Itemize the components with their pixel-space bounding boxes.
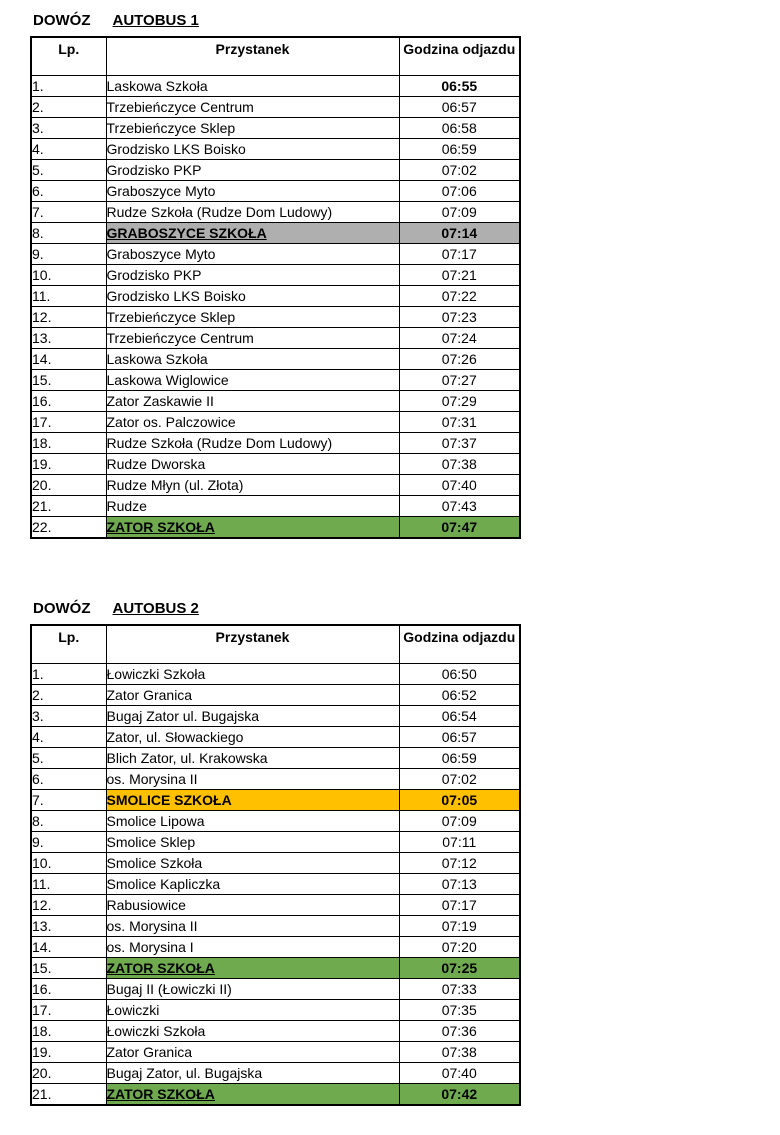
stop-cell: Łowiczki [106,999,399,1020]
table-row [31,873,520,894]
stop-cell: os. Morysina II [106,768,399,789]
time-cell: 07:37 [399,432,520,453]
time-cell: 07:06 [399,180,520,201]
table-row [31,411,520,432]
table-row [31,852,520,873]
time-cell: 07:21 [399,264,520,285]
lp-cell: 1. [31,75,106,96]
stop-cell: Rudze Dworska [106,453,399,474]
table-row [31,978,520,999]
time-cell: 07:14 [399,222,520,243]
time-cell: 07:38 [399,453,520,474]
time-cell: 07:12 [399,852,520,873]
time-cell: 07:42 [399,1083,520,1105]
lp-cell: 4. [31,138,106,159]
stop-cell: Grodzisko PKP [106,264,399,285]
stop-cell: Zator Granica [106,1041,399,1062]
lp-cell: 17. [31,411,106,432]
time-cell: 07:40 [399,1062,520,1083]
table-row [31,747,520,768]
time-cell: 07:27 [399,369,520,390]
dowoz-label: DOWÓZ [33,600,91,617]
table-row [31,831,520,852]
time-cell: 06:55 [399,75,520,96]
lp-cell: 9. [31,243,106,264]
lp-cell: 8. [31,810,106,831]
stop-cell: Graboszyce Myto [106,180,399,201]
lp-cell: 1. [31,663,106,684]
stop-cell: Smolice Sklep [106,831,399,852]
table-row [31,75,520,96]
lp-cell: 13. [31,915,106,936]
stop-cell: Rudze Młyn (ul. Złota) [106,474,399,495]
stop-cell: Graboszyce Myto [106,243,399,264]
table-row [31,243,520,264]
stop-cell: Zator Granica [106,684,399,705]
header-row [31,625,520,663]
stop-cell: os. Morysina I [106,936,399,957]
table-row [31,915,520,936]
table-row [31,390,520,411]
bus-name: AUTOBUS 2 [112,600,199,617]
stop-cell: ZATOR SZKOŁA [106,516,399,538]
stop-cell: Grodzisko LKS Boisko [106,285,399,306]
table-row [31,705,520,726]
table-row [31,726,520,747]
table-row [31,810,520,831]
time-cell: 06:57 [399,96,520,117]
table-row [31,138,520,159]
lp-cell: 18. [31,432,106,453]
stop-cell: Blich Zator, ul. Krakowska [106,747,399,768]
time-cell: 07:40 [399,474,520,495]
lp-cell: 21. [31,495,106,516]
lp-cell: 9. [31,831,106,852]
col-header-przystanek: Przystanek [106,625,399,663]
stop-cell: Grodzisko LKS Boisko [106,138,399,159]
lp-cell: 8. [31,222,106,243]
bus-name: AUTOBUS 1 [112,12,199,29]
stop-cell: Rabusiowice [106,894,399,915]
table-row [31,684,520,705]
table-title [33,12,521,29]
time-cell: 07:05 [399,789,520,810]
lp-cell: 16. [31,978,106,999]
autobus-1-section [30,12,521,539]
lp-cell: 18. [31,1020,106,1041]
lp-cell: 6. [31,180,106,201]
time-cell: 07:02 [399,768,520,789]
col-header-godzina: Godzina odjazdu [399,625,520,663]
time-cell: 07:17 [399,894,520,915]
header-row [31,37,520,75]
table-row [31,327,520,348]
time-cell: 07:43 [399,495,520,516]
time-cell: 07:02 [399,159,520,180]
time-cell: 06:58 [399,117,520,138]
lp-cell: 20. [31,1062,106,1083]
lp-cell: 13. [31,327,106,348]
stop-cell: ZATOR SZKOŁA [106,957,399,978]
stop-cell: Zator Zaskawie II [106,390,399,411]
stop-cell: ZATOR SZKOŁA [106,1083,399,1105]
time-cell: 07:19 [399,915,520,936]
time-cell: 07:23 [399,306,520,327]
lp-cell: 15. [31,957,106,978]
time-cell: 07:09 [399,810,520,831]
lp-cell: 6. [31,768,106,789]
table-row [31,999,520,1020]
table-row [31,369,520,390]
stop-cell: SMOLICE SZKOŁA [106,789,399,810]
table-row [31,348,520,369]
stop-cell: Trzebieńczyce Centrum [106,96,399,117]
col-header-godzina: Godzina odjazdu [399,37,520,75]
stop-cell: Laskowa Szkoła [106,348,399,369]
lp-cell: 11. [31,285,106,306]
stop-cell: Zator, ul. Słowackiego [106,726,399,747]
lp-cell: 7. [31,201,106,222]
time-cell: 07:13 [399,873,520,894]
time-cell: 07:25 [399,957,520,978]
table-row [31,894,520,915]
lp-cell: 20. [31,474,106,495]
time-cell: 06:52 [399,684,520,705]
dowoz-label: DOWÓZ [33,12,91,29]
table-row [31,285,520,306]
table-row [31,222,520,243]
table-row [31,117,520,138]
lp-cell: 12. [31,306,106,327]
stop-cell: Bugaj Zator ul. Bugajska [106,705,399,726]
lp-cell: 2. [31,96,106,117]
lp-cell: 11. [31,873,106,894]
time-cell: 07:38 [399,1041,520,1062]
stop-cell: Grodzisko PKP [106,159,399,180]
table-row [31,663,520,684]
stop-cell: Rudze Szkoła (Rudze Dom Ludowy) [106,201,399,222]
lp-cell: 19. [31,453,106,474]
table-row [31,1020,520,1041]
schedule-table-autobus-2 [30,624,521,1106]
time-cell: 07:24 [399,327,520,348]
lp-cell: 21. [31,1083,106,1105]
lp-cell: 5. [31,159,106,180]
stop-cell: Smolice Kapliczka [106,873,399,894]
stop-cell: Zator os. Palczowice [106,411,399,432]
col-header-przystanek: Przystanek [106,37,399,75]
stop-cell: Laskowa Wiglowice [106,369,399,390]
lp-cell: 3. [31,705,106,726]
stop-cell: Bugaj Zator, ul. Bugajska [106,1062,399,1083]
time-cell: 07:22 [399,285,520,306]
autobus-2-section [30,600,521,1106]
stop-cell: Trzebieńczyce Sklep [106,306,399,327]
lp-cell: 4. [31,726,106,747]
stop-cell: Laskowa Szkoła [106,75,399,96]
table-row [31,201,520,222]
time-cell: 06:54 [399,705,520,726]
table-row [31,768,520,789]
table-row [31,1041,520,1062]
lp-cell: 16. [31,390,106,411]
schedule-table-autobus-1 [30,36,521,539]
col-header-lp: Lp. [31,625,106,663]
table-row [31,789,520,810]
time-cell: 07:31 [399,411,520,432]
stop-cell: Trzebieńczyce Sklep [106,117,399,138]
lp-cell: 17. [31,999,106,1020]
stop-cell: Smolice Szkoła [106,852,399,873]
table-row [31,516,520,538]
lp-cell: 22. [31,516,106,538]
time-cell: 07:11 [399,831,520,852]
stop-cell: Trzebieńczyce Centrum [106,327,399,348]
stop-cell: GRABOSZYCE SZKOŁA [106,222,399,243]
time-cell: 07:29 [399,390,520,411]
table-row [31,495,520,516]
time-cell: 07:17 [399,243,520,264]
time-cell: 07:35 [399,999,520,1020]
table-row [31,957,520,978]
time-cell: 06:59 [399,747,520,768]
table-title [33,600,521,617]
stop-cell: os. Morysina II [106,915,399,936]
time-cell: 07:36 [399,1020,520,1041]
col-header-lp: Lp. [31,37,106,75]
lp-cell: 5. [31,747,106,768]
stop-cell: Smolice Lipowa [106,810,399,831]
lp-cell: 12. [31,894,106,915]
table-row [31,180,520,201]
table-row [31,453,520,474]
time-cell: 06:59 [399,138,520,159]
stop-cell: Rudze [106,495,399,516]
table-row [31,96,520,117]
stop-cell: Łowiczki Szkoła [106,663,399,684]
table-row [31,474,520,495]
table-row [31,1083,520,1105]
table-row [31,432,520,453]
lp-cell: 14. [31,936,106,957]
stop-cell: Rudze Szkoła (Rudze Dom Ludowy) [106,432,399,453]
lp-cell: 10. [31,264,106,285]
table-row [31,306,520,327]
stop-cell: Łowiczki Szkoła [106,1020,399,1041]
time-cell: 07:26 [399,348,520,369]
time-cell: 06:57 [399,726,520,747]
table-row [31,159,520,180]
lp-cell: 2. [31,684,106,705]
time-cell: 07:47 [399,516,520,538]
table-row [31,936,520,957]
table-row [31,1062,520,1083]
lp-cell: 3. [31,117,106,138]
time-cell: 07:20 [399,936,520,957]
lp-cell: 14. [31,348,106,369]
lp-cell: 7. [31,789,106,810]
time-cell: 07:09 [399,201,520,222]
lp-cell: 19. [31,1041,106,1062]
stop-cell: Bugaj II (Łowiczki II) [106,978,399,999]
lp-cell: 15. [31,369,106,390]
table-row [31,264,520,285]
time-cell: 06:50 [399,663,520,684]
time-cell: 07:33 [399,978,520,999]
lp-cell: 10. [31,852,106,873]
